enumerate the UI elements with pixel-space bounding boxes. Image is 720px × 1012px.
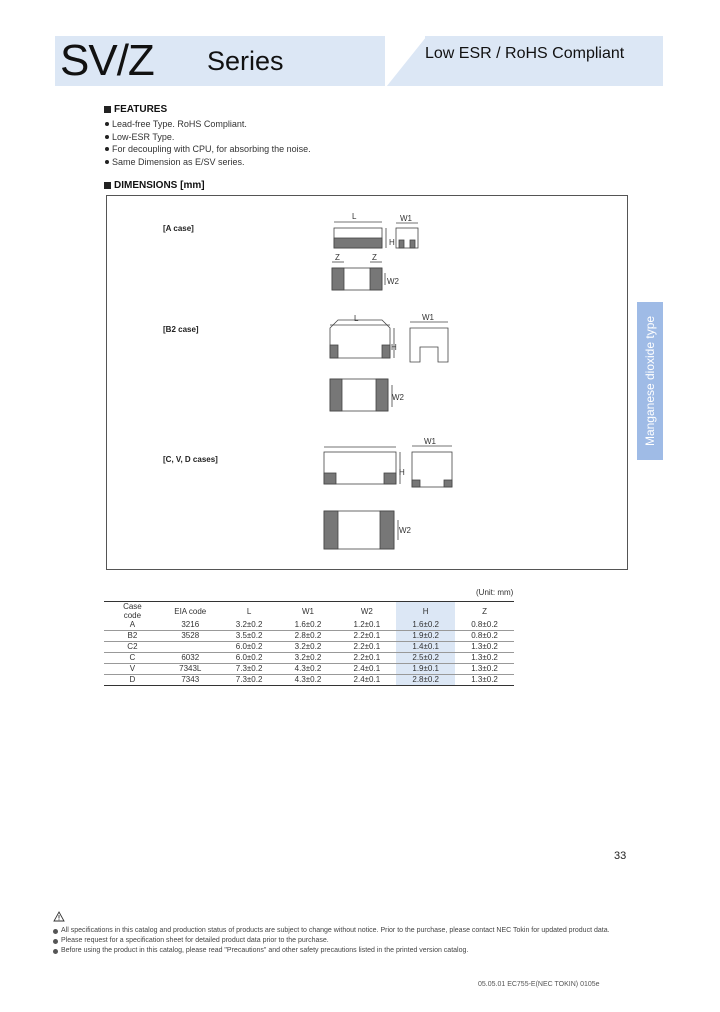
feature-item: Lead-free Type. RoHS Compliant. [105,118,311,131]
case-label-a: [A case] [163,224,194,233]
table-row: C2 6.0±0.2 3.2±0.2 2.2±0.1 1.4±0.1 1.3±0.2 [104,642,514,653]
col-w1: W1 [301,606,314,616]
dimension-drawings [106,195,628,570]
table-header-row [104,602,514,621]
dim-label-W1: W1 [422,313,434,322]
col-z: Z [482,606,487,616]
a-case-end-drawing [396,214,418,248]
b2-case-bottom-drawing [330,379,405,411]
dim-label-W1: W1 [424,437,436,446]
dim-label-W2: W2 [387,277,399,286]
unit-note: (Unit: mm) [476,588,514,597]
note-item: Before using the product in this catalog, please read "Precautions" and other safety precautions listed in the printed version catalog. [53,946,610,956]
bullet-icon [105,135,109,139]
series-word: Series [207,46,284,76]
cvd-case-end-drawing [412,437,452,487]
bullet-icon [105,147,109,151]
dim-label-H: H [389,238,395,247]
spec-table [104,601,514,686]
col-l: L [246,606,252,616]
dim-label-L: L [352,212,357,221]
bullet-icon [105,122,109,126]
features-heading [104,104,167,115]
table-row: D 7343 7.3±0.2 4.3±0.2 2.4±0.1 2.8±0.2 1.3±0.2 [104,675,514,686]
col-h: H [396,602,455,621]
series-title: SV/Z [60,36,154,85]
side-tab-label: Manganese dioxide type [643,315,657,447]
bullet-icon [53,939,58,944]
notes-list [53,926,610,956]
col-eia-code: EIA code [174,606,207,616]
dim-label-W1: W1 [400,214,412,223]
note-item: All specifications in this catalog and production status of products are subject to change without notice. Prior to the purchase, please contact NEC Tokin for updated product data. [53,926,610,936]
b2-case-end-drawing [410,313,448,362]
square-bullet-icon [104,182,111,189]
a-case-bottom-drawing [332,253,400,290]
page-number: 33 [614,850,627,862]
col-case-code: Case code [123,602,142,620]
warning-icon [53,911,65,922]
case-label-cvd: [C, V, D cases] [163,455,218,464]
header-tagline: Low ESR / RoHS Compliant [425,45,625,62]
feature-item: Same Dimension as E/SV series. [105,156,311,169]
cvd-case-bottom-drawing [324,511,412,549]
dim-label-H: H [399,468,405,477]
dim-label-W2: W2 [392,393,404,402]
header-slant [385,36,425,86]
dim-label-H: H [391,343,397,352]
dim-label-Z: Z [335,253,340,262]
bullet-icon [53,949,58,954]
col-w2: W2 [360,606,373,616]
table-row: A 3216 3.2±0.2 1.6±0.2 1.2±0.1 1.6±0.2 0.8±0.2 [129,620,498,629]
dim-label-Z: Z [372,253,377,262]
bullet-icon [105,160,109,164]
feature-item: For decoupling with CPU, for absorbing the noise. [105,143,311,156]
table-row: C 6032 6.0±0.2 3.2±0.2 2.2±0.1 2.5±0.2 1.3±0.2 [104,653,514,664]
dimensions-title: DIMENSIONS [mm] [114,180,205,191]
side-tab [637,302,663,460]
square-bullet-icon [104,106,111,113]
table-row: V 7343L 7.3±0.2 4.3±0.2 2.4±0.1 1.9±0.1 1.3±0.2 [104,664,514,675]
case-label-b2: [B2 case] [163,325,199,334]
document-reference: 05.05.01 EC755-E(NEC TOKIN) 0105e [478,981,600,988]
dim-label-W2: W2 [399,526,411,535]
dimensions-heading [104,180,205,191]
b2-case-side-drawing [330,314,397,358]
bullet-icon [53,929,58,934]
feature-item: Low-ESR Type. [105,131,311,144]
table-row: B2 3528 3.5±0.2 2.8±0.2 2.2±0.1 1.9±0.2 0.8±0.2 [104,631,514,642]
note-item: Please request for a specification sheet for detailed product data prior to the purchase. [53,936,610,946]
features-title: FEATURES [114,104,168,115]
a-case-side-drawing [334,212,395,248]
dim-label-L: L [354,314,359,323]
cvd-case-side-drawing [324,447,405,484]
features-list [105,118,311,168]
